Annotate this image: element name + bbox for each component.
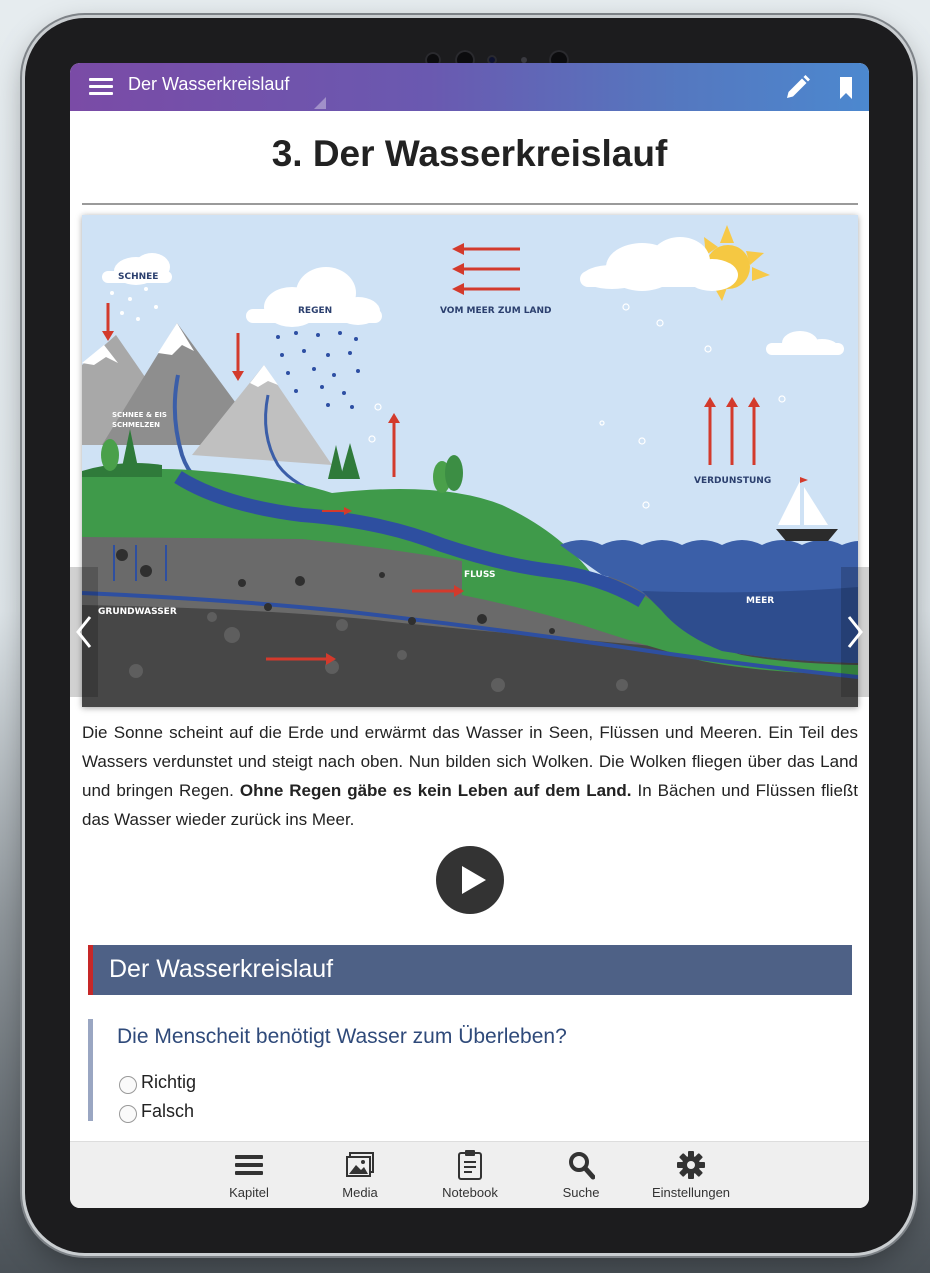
previous-slide-button[interactable] [70,567,98,697]
nav-label: Kapitel [229,1185,269,1200]
images-icon [346,1150,374,1180]
nav-einstellungen[interactable] [641,1150,741,1204]
tab-notch [314,97,326,109]
page-title: 3. Der Wasserkreislauf [271,133,668,174]
bottom-navigation [70,1141,869,1208]
radio-button[interactable] [119,1105,137,1123]
label-rain: REGEN [298,306,333,316]
header-title: Der Wasserkreislauf [128,74,290,94]
title-divider [82,203,858,205]
gear-icon [677,1150,705,1180]
next-slide-button[interactable] [841,567,869,697]
label-groundwater: GRUNDWASSER [98,607,177,617]
app-screen [70,63,869,1208]
label-snow: SCHNEE [118,272,159,282]
label-evaporation: VERDUNSTUNG [694,476,772,486]
pencil-icon[interactable] [783,74,811,102]
question-text: Die Menscheit benötigt Wasser zum Überleben? [117,1025,567,1048]
top-bar [70,63,869,111]
paragraph-text-end: In Bächen und Flüssen fließt das Wasser wieder zurück ins Meer. [82,781,859,829]
audio-play-button[interactable] [436,846,504,914]
paragraph-text: Die Sonne scheint auf die Erde und erwärmt das Wasser in Seen, Flüssen und Meeren. Ein Teil des Wassers verdunstet und steigt nach oben. Nun bilden sich Wolken. Die Wolken fliegen über das Land und bringen Regen. [82,723,858,800]
search-icon [567,1150,595,1180]
bookmark-icon[interactable] [838,76,854,100]
nav-label: Einstellungen [651,1185,731,1200]
chapter-content [70,111,869,1141]
play-icon [462,866,486,894]
menu-icon[interactable] [89,77,113,97]
nav-label: Media [342,1185,378,1200]
nav-kapitel[interactable] [199,1150,299,1204]
water-cycle-illustration [82,215,858,707]
nav-notebook[interactable] [420,1150,520,1204]
chapter-paragraph [82,718,858,834]
nav-suche[interactable] [531,1150,631,1204]
nav-media[interactable] [310,1150,410,1204]
label-river: FLUSS [464,570,496,580]
label-melting-2: SCHMELZEN [112,421,160,429]
nav-label: Notebook [442,1185,498,1200]
clipboard-icon [456,1150,484,1180]
nav-label: Suche [562,1185,600,1200]
label-melting: SCHNEE & EIS [112,411,167,419]
list-icon [235,1150,263,1180]
quiz-question [88,1019,857,1121]
paragraph-emphasis: Ohne Regen gäbe es kein Leben auf dem Land. [239,781,632,800]
quiz-title: Der Wasserkreislauf [109,955,334,983]
answer-label: Falsch [141,1101,195,1121]
quiz-header [88,945,852,995]
label-sea: MEER [746,596,775,606]
radio-button[interactable] [119,1076,137,1094]
answer-label: Richtig [141,1072,197,1092]
label-sea-to-land: VOM MEER ZUM LAND [440,306,552,316]
